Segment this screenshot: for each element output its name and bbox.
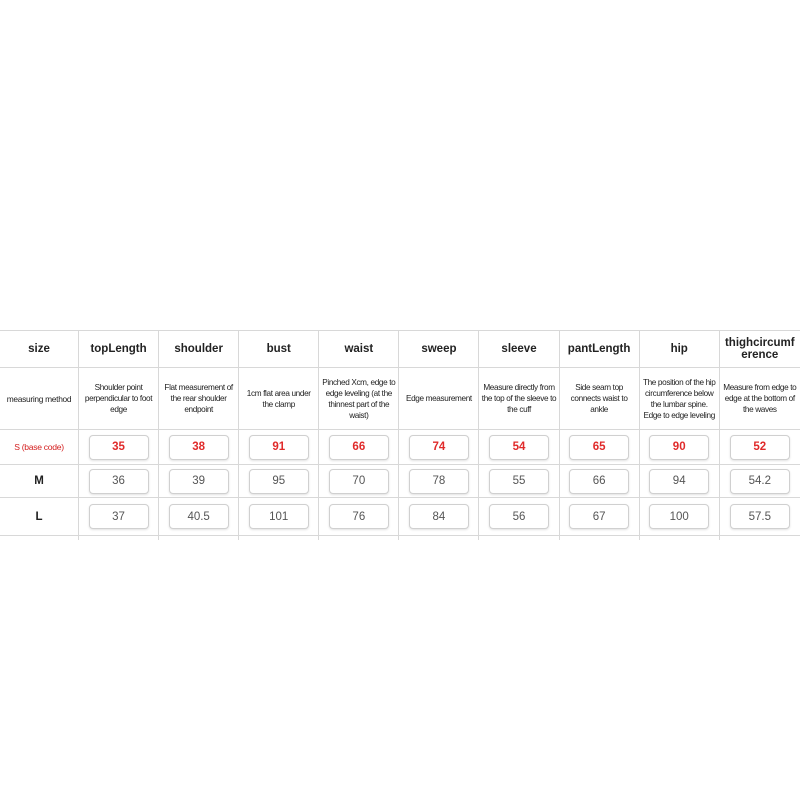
value-s-waist: 66 [329, 435, 389, 460]
value-m-top-length: 36 [89, 469, 149, 494]
value-l-shoulder: 40.5 [169, 504, 229, 529]
size-label-m: M [0, 465, 79, 498]
header-waist: waist [319, 331, 399, 368]
value-m-shoulder: 39 [169, 469, 229, 494]
trailing-row-stub [0, 536, 79, 540]
size-label-s: S (base code) [0, 430, 79, 465]
method-thigh-circumference: Measure from edge to edge at the bottom of the waves [720, 368, 800, 430]
value-s-bust: 91 [249, 435, 309, 460]
method-shoulder: Flat measurement of the rear shoulder endpoint [159, 368, 239, 430]
method-waist: Pinched Xcm, edge to edge leveling (at the thinnest part of the waist) [319, 368, 399, 430]
method-pant-length: Side seam top connects waist to ankle [560, 368, 640, 430]
header-sleeve: sleeve [479, 331, 559, 368]
value-l-thigh-circumference: 57.5 [730, 504, 790, 529]
value-s-sweep: 74 [409, 435, 469, 460]
header-bust: bust [239, 331, 319, 368]
value-l-sweep: 84 [409, 504, 469, 529]
value-m-bust: 95 [249, 469, 309, 494]
trailing-row-stub [79, 536, 159, 540]
method-bust: 1cm flat area under the clamp [239, 368, 319, 430]
value-l-hip: 100 [649, 504, 709, 529]
value-m-thigh-circumference: 54.2 [730, 469, 790, 494]
value-l-sleeve: 56 [489, 504, 549, 529]
value-s-shoulder: 38 [169, 435, 229, 460]
trailing-row-stub [399, 536, 479, 540]
value-l-top-length: 37 [89, 504, 149, 529]
size-label-l: L [0, 498, 79, 536]
method-sleeve: Measure directly from the top of the sleeve to the cuff [479, 368, 559, 430]
measuring-method-label: measuring method [0, 368, 79, 430]
value-s-pant-length: 65 [569, 435, 629, 460]
trailing-row-stub [560, 536, 640, 540]
value-s-hip: 90 [649, 435, 709, 460]
value-m-waist: 70 [329, 469, 389, 494]
value-s-top-length: 35 [89, 435, 149, 460]
trailing-row-stub [640, 536, 720, 540]
method-top-length: Shoulder point perpendicular to foot edge [79, 368, 159, 430]
value-s-thigh-circumference: 52 [730, 435, 790, 460]
header-thigh-circumference: thighcircumf erence [720, 331, 800, 368]
method-sweep: Edge measurement [399, 368, 479, 430]
trailing-row-stub [239, 536, 319, 540]
size-chart-table [0, 330, 800, 540]
trailing-row-stub [720, 536, 800, 540]
value-l-pant-length: 67 [569, 504, 629, 529]
trailing-row-stub [159, 536, 239, 540]
trailing-row-stub [319, 536, 399, 540]
value-l-waist: 76 [329, 504, 389, 529]
value-l-bust: 101 [249, 504, 309, 529]
header-top-length: topLength [79, 331, 159, 368]
value-m-sleeve: 55 [489, 469, 549, 494]
value-s-sleeve: 54 [489, 435, 549, 460]
value-m-sweep: 78 [409, 469, 469, 494]
header-sweep: sweep [399, 331, 479, 368]
header-shoulder: shoulder [159, 331, 239, 368]
header-hip: hip [640, 331, 720, 368]
header-pant-length: pantLength [560, 331, 640, 368]
header-size: size [0, 331, 79, 368]
trailing-row-stub [479, 536, 559, 540]
method-hip: The position of the hip circumference below the lumbar spine. Edge to edge leveling [640, 368, 720, 430]
value-m-pant-length: 66 [569, 469, 629, 494]
value-m-hip: 94 [649, 469, 709, 494]
